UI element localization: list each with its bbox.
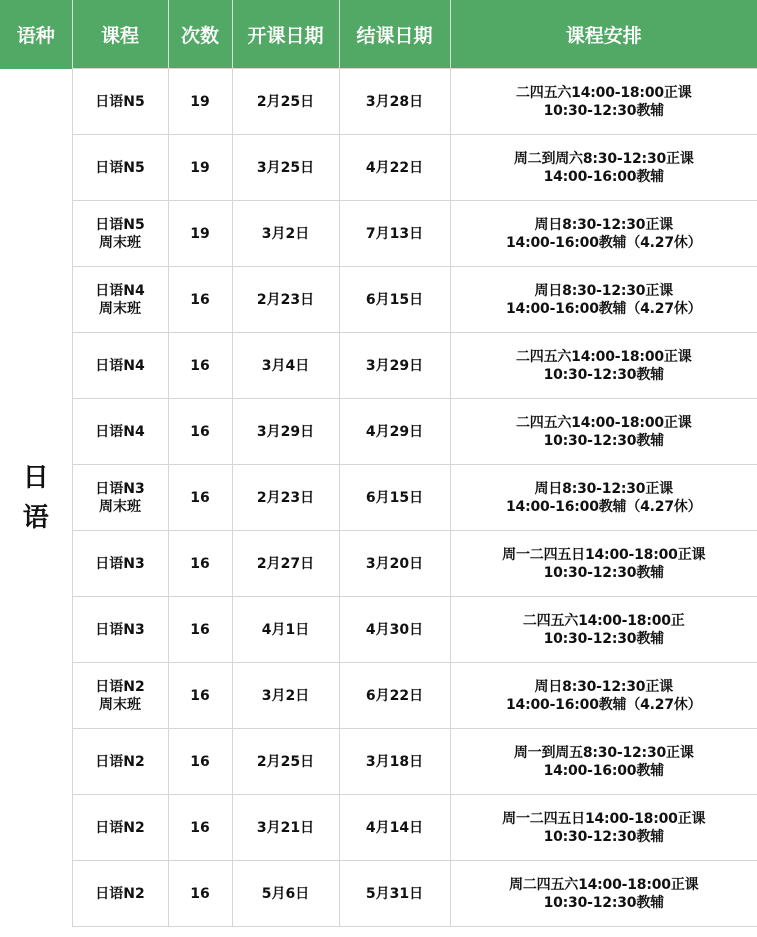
schedule-cell: [450, 663, 757, 729]
course-cell: [72, 69, 168, 135]
sessions-cell: 16: [168, 531, 232, 597]
schedule-cell-line: 14:00-16:00教辅（4.27休）: [506, 234, 702, 251]
table-row: [0, 663, 757, 729]
table-row: [0, 399, 757, 465]
schedule-cell: [450, 729, 757, 795]
table-row: [0, 531, 757, 597]
start-date-cell: 2月25日: [232, 729, 339, 795]
header-course: 课程: [72, 0, 168, 69]
schedule-cell: [450, 531, 757, 597]
sessions-cell: 16: [168, 795, 232, 861]
course-cell-line: 日语N4: [95, 357, 145, 374]
start-date-cell: 2月27日: [232, 531, 339, 597]
schedule-cell-line: 10:30-12:30教辅: [543, 630, 664, 647]
course-cell: [72, 267, 168, 333]
course-cell: [72, 399, 168, 465]
table-row: [0, 267, 757, 333]
end-date-cell: 7月13日: [339, 201, 450, 267]
course-cell-line: 周末班: [99, 234, 141, 251]
start-date-cell: 3月21日: [232, 795, 339, 861]
schedule-cell-line: 10:30-12:30教辅: [543, 894, 664, 911]
table-row: [0, 597, 757, 663]
schedule-cell-line: 14:00-16:00教辅（4.27休）: [506, 696, 702, 713]
start-date-cell: 2月23日: [232, 465, 339, 531]
course-cell-line: 日语N2: [95, 678, 145, 695]
end-date-cell: 3月29日: [339, 333, 450, 399]
schedule-cell: [450, 69, 757, 135]
schedule-cell: [450, 465, 757, 531]
schedule-cell-line: 10:30-12:30教辅: [543, 828, 664, 845]
schedule-cell-line: 10:30-12:30教辅: [543, 432, 664, 449]
course-cell-line: 日语N2: [95, 885, 145, 902]
course-cell-line: 日语N3: [95, 555, 145, 572]
course-cell-line: 日语N3: [95, 480, 145, 497]
start-date-cell: 2月23日: [232, 267, 339, 333]
schedule-cell-line: 周日8:30-12:30正课: [534, 216, 673, 233]
schedule-cell-line: 周一到周五8:30-12:30正课: [513, 744, 694, 761]
course-cell-line: 周末班: [99, 300, 141, 317]
course-cell-line: 日语N3: [95, 621, 145, 638]
sessions-cell: 16: [168, 861, 232, 927]
course-cell: [72, 201, 168, 267]
schedule-cell: [450, 201, 757, 267]
end-date-cell: 4月22日: [339, 135, 450, 201]
sessions-cell: 16: [168, 333, 232, 399]
schedule-cell-line: 周二到周六8:30-12:30正课: [513, 150, 694, 167]
sessions-cell: 16: [168, 597, 232, 663]
start-date-cell: 2月25日: [232, 69, 339, 135]
schedule-cell: [450, 135, 757, 201]
header-language: 语种: [0, 0, 72, 69]
end-date-cell: 6月15日: [339, 465, 450, 531]
schedule-cell-line: 二四五六14:00-18:00正课: [515, 414, 692, 431]
schedule-cell: [450, 399, 757, 465]
course-cell: [72, 663, 168, 729]
course-cell: [72, 465, 168, 531]
header-start-date: 开课日期: [232, 0, 339, 69]
schedule-cell-line: 14:00-16:00教辅: [543, 762, 664, 779]
course-cell: [72, 531, 168, 597]
course-cell-line: 日语N5: [95, 159, 145, 176]
header-row: [0, 0, 757, 69]
start-date-cell: 3月4日: [232, 333, 339, 399]
course-cell-line: 日语N4: [95, 282, 145, 299]
course-cell: [72, 861, 168, 927]
schedule-cell-line: 周二四五六14:00-18:00正课: [509, 876, 699, 893]
schedule-cell: [450, 795, 757, 861]
start-date-cell: 5月6日: [232, 861, 339, 927]
end-date-cell: 4月30日: [339, 597, 450, 663]
course-cell: [72, 795, 168, 861]
schedule-cell-line: 周日8:30-12:30正课: [534, 282, 673, 299]
schedule-cell-line: 周一二四五日14:00-18:00正课: [502, 810, 706, 827]
end-date-cell: 3月20日: [339, 531, 450, 597]
table-row: [0, 333, 757, 399]
sessions-cell: 19: [168, 201, 232, 267]
table-row: [0, 135, 757, 201]
start-date-cell: 3月25日: [232, 135, 339, 201]
schedule-cell-line: 二四五六14:00-18:00正课: [515, 348, 692, 365]
course-cell-line: 日语N5: [95, 216, 145, 233]
course-cell-line: 日语N2: [95, 819, 145, 836]
course-cell-line: 周末班: [99, 498, 141, 515]
sessions-cell: 16: [168, 399, 232, 465]
course-cell-line: 日语N4: [95, 423, 145, 440]
schedule-cell: [450, 333, 757, 399]
end-date-cell: 6月22日: [339, 663, 450, 729]
schedule-cell-line: 二四五六14:00-18:00正: [522, 612, 685, 629]
table-row: [0, 69, 757, 135]
schedule-cell-line: 周日8:30-12:30正课: [534, 480, 673, 497]
sessions-cell: 16: [168, 267, 232, 333]
schedule-cell-line: 14:00-16:00教辅: [543, 168, 664, 185]
end-date-cell: 5月31日: [339, 861, 450, 927]
schedule-cell-line: 14:00-16:00教辅（4.27休）: [506, 498, 702, 515]
table-row: [0, 465, 757, 531]
course-cell: [72, 135, 168, 201]
course-cell: [72, 333, 168, 399]
schedule-cell-line: 14:00-16:00教辅（4.27休）: [506, 300, 702, 317]
end-date-cell: 3月28日: [339, 69, 450, 135]
language-char: 日: [22, 462, 49, 493]
sessions-cell: 16: [168, 663, 232, 729]
course-cell-line: 日语N5: [95, 93, 145, 110]
sessions-cell: 19: [168, 69, 232, 135]
schedule-cell-line: 周一二四五日14:00-18:00正课: [502, 546, 706, 563]
start-date-cell: 4月1日: [232, 597, 339, 663]
schedule-cell-line: 10:30-12:30教辅: [543, 102, 664, 119]
header-schedule: 课程安排: [450, 0, 757, 69]
schedule-cell-line: 10:30-12:30教辅: [543, 564, 664, 581]
start-date-cell: 3月29日: [232, 399, 339, 465]
language-char: 语: [22, 502, 49, 533]
table-row: [0, 729, 757, 795]
sessions-cell: 19: [168, 135, 232, 201]
course-cell: [72, 729, 168, 795]
table-row: [0, 201, 757, 267]
end-date-cell: 6月15日: [339, 267, 450, 333]
end-date-cell: 3月18日: [339, 729, 450, 795]
header-sessions: 次数: [168, 0, 232, 69]
schedule-cell-line: 二四五六14:00-18:00正课: [515, 84, 692, 101]
schedule-cell: [450, 861, 757, 927]
schedule-cell: [450, 267, 757, 333]
start-date-cell: 3月2日: [232, 663, 339, 729]
table-row: [0, 861, 757, 927]
course-cell-line: 周末班: [99, 696, 141, 713]
table-body: [0, 69, 757, 927]
schedule-cell-line: 10:30-12:30教辅: [543, 366, 664, 383]
header-end-date: 结课日期: [339, 0, 450, 69]
schedule-cell-line: 周日8:30-12:30正课: [534, 678, 673, 695]
end-date-cell: 4月29日: [339, 399, 450, 465]
course-cell-line: 日语N2: [95, 753, 145, 770]
sessions-cell: 16: [168, 465, 232, 531]
table-row: [0, 795, 757, 861]
start-date-cell: 3月2日: [232, 201, 339, 267]
language-cell: [0, 69, 72, 927]
end-date-cell: 4月14日: [339, 795, 450, 861]
sessions-cell: 16: [168, 729, 232, 795]
course-cell: [72, 597, 168, 663]
schedule-cell: [450, 597, 757, 663]
